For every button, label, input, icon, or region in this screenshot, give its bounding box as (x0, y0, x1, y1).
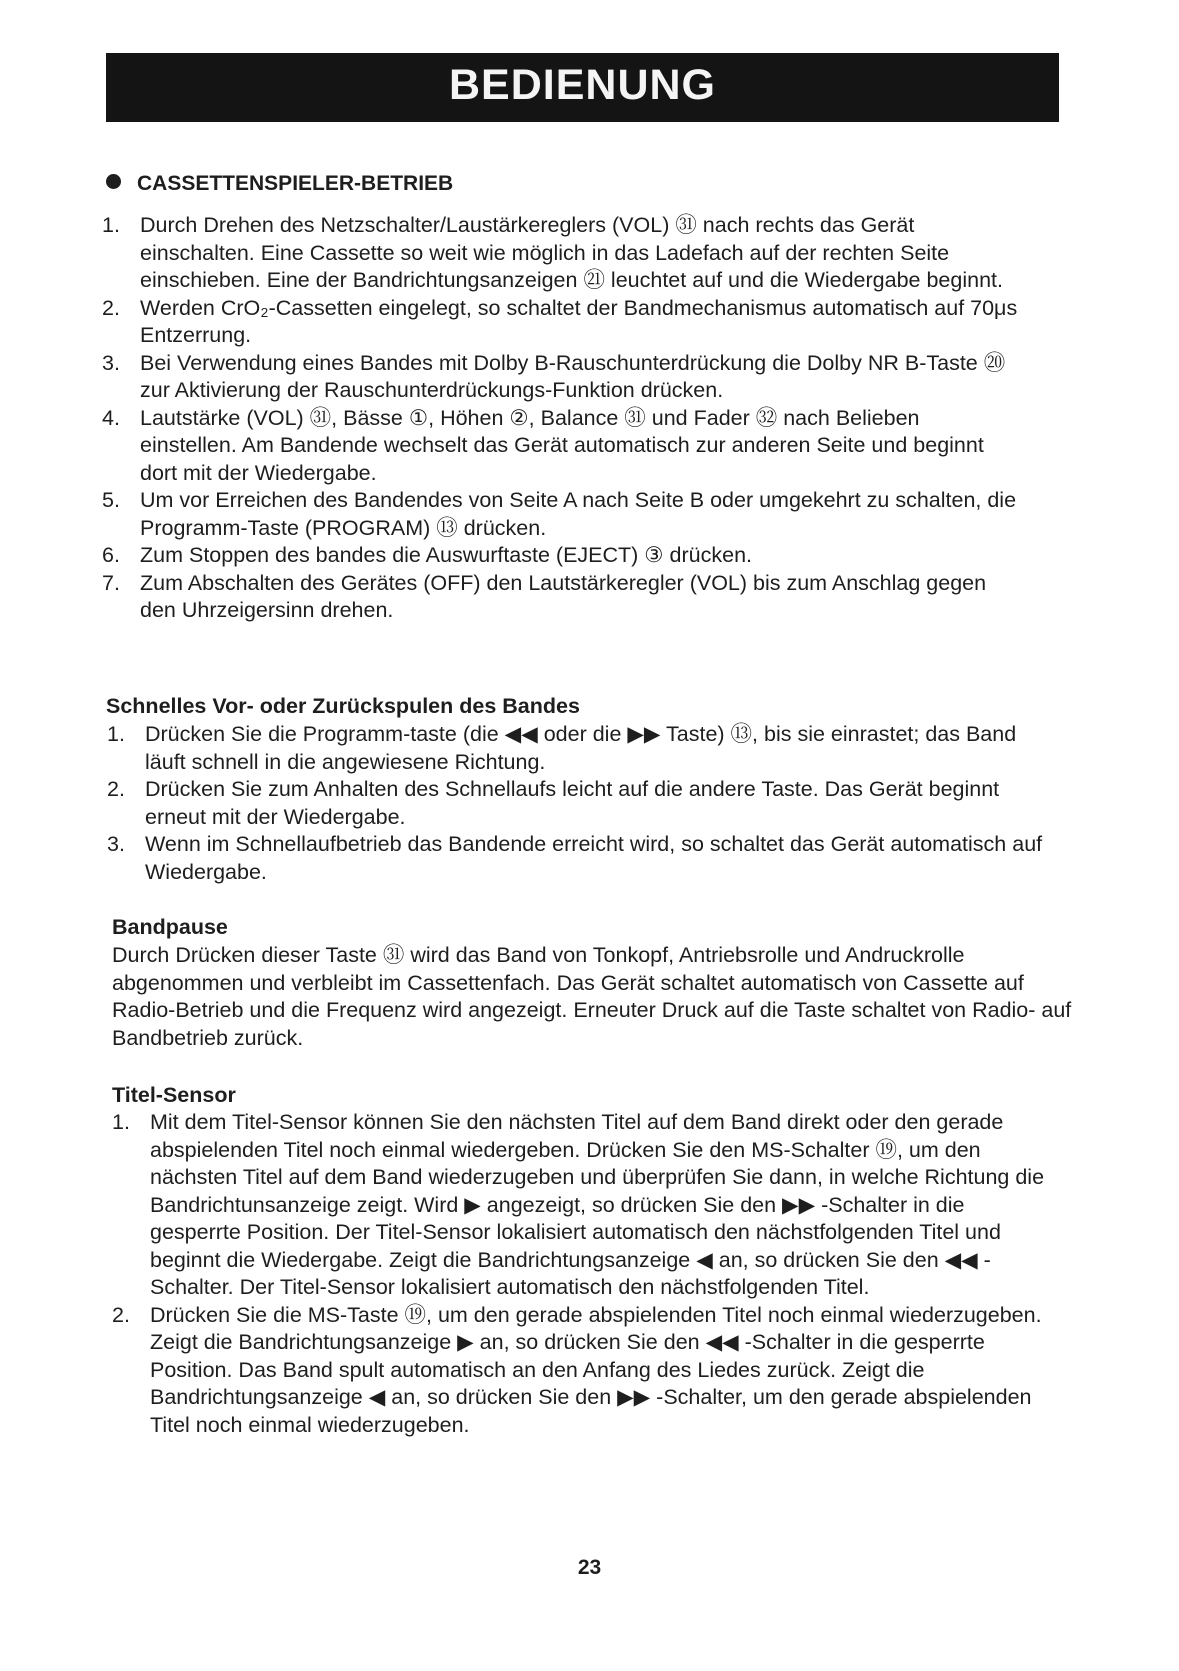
page-title: BEDIENUNG (448, 61, 717, 109)
title-sensor-steps (112, 1109, 1060, 1439)
list-item: 5. Um vor Erreichen des Bandendes von Seite A nach Seite B oder umgekehrt zu schalten, die Programm-Taste (PROGRAM) ⑬ drücken. (102, 488, 1017, 540)
list-item: 3. Bei Verwendung eines Bandes mit Dolby B-Rauschunterdrückung die Dolby NR B-Taste ⑳ zur Aktivierung der Rauschunterdrückungs-Funktion drücken. (102, 350, 1006, 402)
list-item: 1. Durch Drehen des Netzschalter/Laustärkereglers (VOL) ㉛ nach rechts das Gerät einschalten. Eine Cassette so weit wie möglich in das Ladefach auf der rechten Seite einschieben. Eine der Bandrichtungsanzeigen ㉑ leuchtet auf und die Wiedergabe beginnt. (102, 213, 1003, 292)
list-item: 1. Mit dem Titel-Sensor können Sie den nächsten Titel auf dem Band direkt oder den gerade abspielenden Titel noch einmal wiedergeben. Drücken Sie den MS-Schalter ⑲, um den nächsten Titel auf dem Band wiederzugeben und überprüfen Sie dann, in welche Richtung die Bandrichtunsanzeige zeigt. Wird ▶ angezeigt, so drücken Sie den ▶▶ -Schalter in die gesperrte Position. Der Titel-Sensor lokalisiert automatisch den nächstfolgenden Titel und beginnt die Wiedergabe. Zeigt die Bandrichtungsanzeige ◀ an, so drücken Sie den ◀◀ -Schalter. Der Titel-Sensor lokalisiert automatisch den nächstfolgenden Titel. (112, 1110, 1045, 1299)
operation-steps (102, 212, 1022, 625)
list-item: 6. Zum Stoppen des bandes die Auswurftaste (EJECT) ③ drücken. (102, 543, 753, 567)
list-item: 7. Zum Abschalten des Gerätes (OFF) den Lautstärkeregler (VOL) bis zum Anschlag gegen den Uhrzeigersinn drehen. (102, 570, 987, 622)
page-number: 23 (577, 1556, 602, 1579)
list-item: 2. Drücken Sie die MS-Taste ⑲, um den gerade abspielenden Titel noch einmal wiederzugeben. Zeigt die Bandrichtungsanzeige ▶ an, so drücken Sie den ◀◀ -Schalter in die gesperrte Position. Das Band spult automatisch an den Anfang des Liedes zurück. Zeigt die Bandrichtungsanzeige ◀ an, so drücken Sie den ▶▶ -Schalter, um den gerade abspielenden Titel noch einmal wiederzugeben. (112, 1302, 1042, 1437)
pause-heading: Bandpause (112, 915, 228, 939)
fast-wind-heading: Schnelles Vor- oder Zurückspulen des Bandes (106, 694, 580, 718)
fast-wind-steps (107, 721, 1047, 886)
list-item: 4. Lautstärke (VOL) ㉛, Bässe ①, Höhen ②, Balance ㉛ und Fader ㉜ nach Belieben einstellen. Am Bandende wechselt das Gerät automatisch zur anderen Seite und beginnt dort mit der Wiedergabe. (102, 405, 984, 485)
bullet-icon (106, 174, 121, 189)
section-heading (106, 172, 453, 196)
pause-paragraph: Durch Drücken dieser Taste ㉛ wird das Band von Tonkopf, Antriebsrolle und Andruckrolle abgenommen und verbleibt im Cassettenfach. Das Gerät schaltet automatisch von Cassette auf Radio-Betrieb und die Frequenz wird angezeigt. Erneuter Druck auf die Taste schaltet von Radio- auf Bandbetrieb zurück. (112, 943, 1072, 1050)
list-item: 3. Wenn im Schnellaufbetrieb das Bandende erreicht wird, so schaltet das Gerät automatisch auf Wiedergabe. (107, 832, 1043, 884)
header-banner (106, 53, 1059, 122)
list-item: 2. Drücken Sie zum Anhalten des Schnellaufs leicht auf die andere Taste. Das Gerät beginnt erneut mit der Wiedergabe. (107, 777, 1000, 829)
list-item: 1. Drücken Sie die Programm-taste (die ◀◀ oder die ▶▶ Taste) ⑬, bis sie einrastet; das Band läuft schnell in die angewiesene Richtung. (107, 722, 1017, 774)
section-title: CASSETTENSPIELER-BETRIEB (137, 172, 454, 195)
title-sensor-heading: Titel-Sensor (112, 1083, 236, 1107)
list-item: 2. Werden CrO₂-Cassetten eingelegt, so schaltet der Bandmechanismus automatisch auf 70μs Entzerrung. (102, 295, 1018, 347)
